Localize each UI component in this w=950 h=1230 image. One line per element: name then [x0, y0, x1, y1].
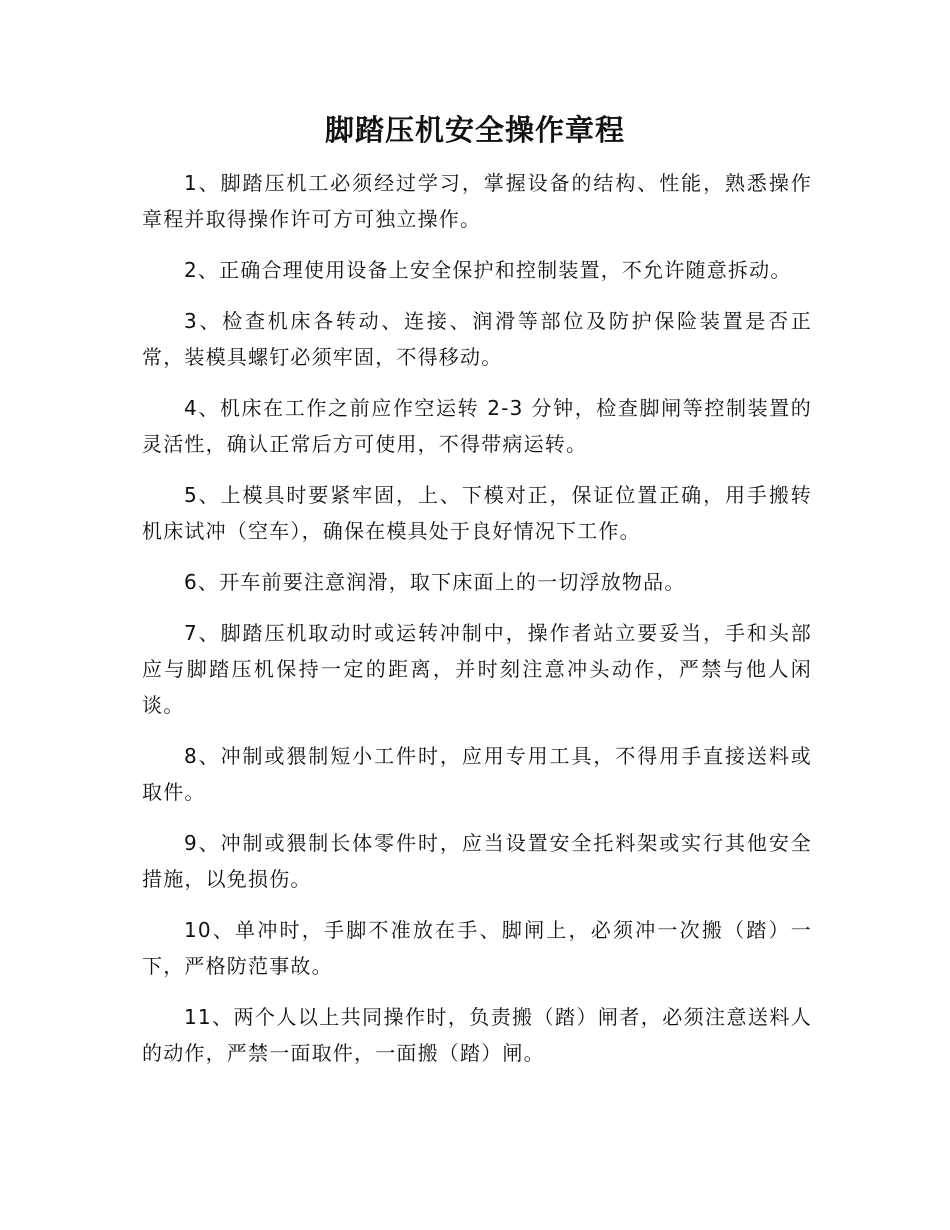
paragraph-4: 4、机床在工作之前应作空运转 2-3 分钟，检查脚闸等控制装置的灵活性，确认正常后方可使用，不得带病运转。 — [142, 396, 812, 456]
paragraph-1: 1、脚踏压机工必须经过学习，掌握设备的结构、性能，熟悉操作章程并取得操作许可方可独立操作。 — [142, 171, 812, 231]
paragraph-6: 6、开车前要注意润滑，取下床面上的一切浮放物品。 — [184, 570, 686, 594]
paragraph-10: 10、单冲时，手脚不准放在手、脚闸上，必须冲一次搬（踏）一下，严格防范事故。 — [142, 918, 812, 978]
paragraph-5: 5、上模具时要紧牢固，上、下模对正，保证位置正确，用手搬转机床试冲（空车），确保在模具处于良好情况下工作。 — [142, 483, 812, 543]
paragraph-3: 3、检查机床各转动、连接、润滑等部位及防护保险装置是否正常，装模具螺钉必须牢固，不得移动。 — [142, 309, 812, 369]
paragraph-9: 9、冲制或猥制长体零件时，应当设置安全托料架或实行其他安全措施，以免损伤。 — [142, 831, 812, 891]
paragraph-2: 2、正确合理使用设备上安全保护和控制装置，不允许随意拆动。 — [184, 258, 792, 282]
paragraph-8: 8、冲制或猥制短小工件时，应用专用工具，不得用手直接送料或取件。 — [142, 744, 812, 804]
document-title: 脚踏压机安全操作章程 — [324, 113, 625, 147]
paragraph-7: 7、脚踏压机取动时或运转冲制中，操作者站立要妥当，手和头部应与脚踏压机保持一定的距离，并时刻注意冲头动作，严禁与他人闲谈。 — [142, 621, 812, 717]
document-body — [142, 165, 812, 1071]
paragraph-11: 11、两个人以上共同操作时，负责搬（踏）闸者，必须注意送料人的动作，严禁一面取件，一面搬（踏）闸。 — [142, 1005, 812, 1065]
